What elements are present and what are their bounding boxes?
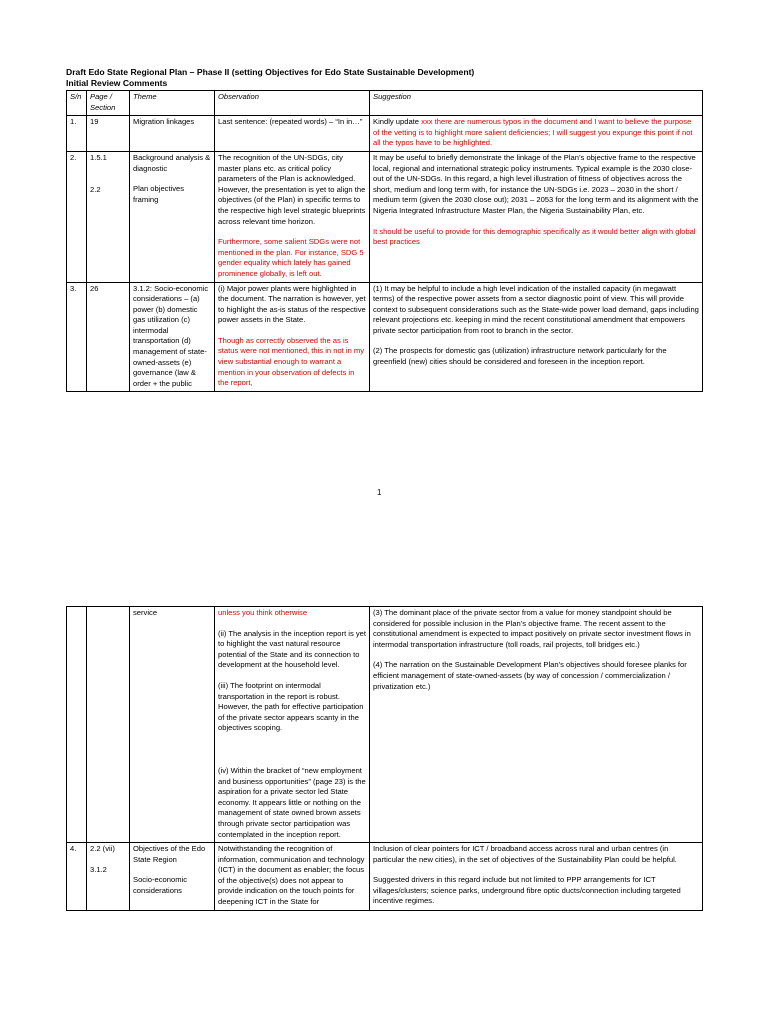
- row-suggestion: [370, 151, 703, 282]
- suggestion-text: (3) The dominant place of the private sector from a value for money standpoint should be considered for possible inclusion in the Plan’s objective frame. The recent assent to the constitutional amendment is expected to impact positively on private sector investment flows in intermodal transportation infrastructure (toll roads, rail projects, toll bridges etc.): [373, 608, 691, 649]
- page-ref: 1.5.1: [90, 152, 107, 162]
- row-page: 19: [87, 116, 130, 152]
- observation-text: The recognition of the UN-SDGs, city master plans etc. as critical policy parameters of the Plan is acknowledged.: [218, 152, 356, 184]
- suggestion-text: It may be useful to briefly demonstrate the linkage of the Plan’s objective frame to the respective local, regional and international strategic policy instruments. Typical example is the 2030 close-out of the UN-SDGs. In this regard, a high level illustration of fitness of objectives across the short, medium and long term with, for instance the UN-SDGs i.e. 2023 – 2030 in the short / medium term (given the 2030 close out); 2031 – 2053 for the long term and its alignment with the Nigeria Integrated Infrastructure Master Plan, the Nigeria Sustainability Plan, etc.: [373, 152, 699, 215]
- row-sn: 2.: [67, 151, 87, 282]
- row-observation: [215, 607, 370, 843]
- table-row: [67, 843, 703, 911]
- suggestion-text: (1) It may be helpful to include a high level indication of the installed capacity (in megawatt terms) of the respective power assets from a sector diagnostic point of view. This will provide context to subsequent considerations such as the State-wide power load demand, gaps including relevant projections etc. keeping in mind the recent constitutional amendment that empowers private sector participation from root to branch in the sector.: [373, 283, 699, 335]
- row-page: [87, 843, 130, 911]
- row-theme: Migration linkages: [130, 116, 215, 152]
- row-page: [87, 151, 130, 282]
- review-table-page-1: [66, 90, 703, 392]
- observation-text: (i) Major power plants were highlighted in the document. The narration is however, yet to highlight the as-is status of the respective power assets in the State.: [218, 283, 366, 325]
- row-observation: [215, 116, 370, 152]
- row-suggestion: [370, 843, 703, 911]
- row-sn: [67, 607, 87, 843]
- suggestion-text: (4) The narration on the Sustainable Development Plan’s objectives should foresee planks for efficient management of state-owned-assets (by way of concession / commercialization / privatization etc.): [373, 660, 687, 691]
- page-number: 1: [377, 488, 382, 497]
- row-observation: [215, 282, 370, 392]
- theme-text: Plan objectives framing: [133, 184, 185, 204]
- suggestion-text: Inclusion of clear pointers for ICT / broadband access across rural and urban centres (in particular the new cities), in the set of objectives of the Sustainability Plan could be helpful.: [373, 844, 677, 864]
- observation-text: (iv) Within the bracket of “new employment and business opportunities” (page 23) is the aspiration for a private sector led State economy. It appears little or nothing on the management of state owned brown assets through private sector participation was contemplated in the inception report.: [218, 765, 366, 839]
- row-suggestion: [370, 607, 703, 843]
- document-header: [66, 67, 474, 89]
- row-suggestion: [370, 116, 703, 152]
- row-observation: [215, 151, 370, 282]
- suggestion-text: Suggested drivers in this regard include but not limited to PPP arrangements for ICT villages/clusters; science parks, underground fibre optic ducts/connection including targeted incentive regimes.: [373, 875, 681, 906]
- header-suggestion: Suggestion: [370, 91, 703, 116]
- row-theme: [130, 843, 215, 911]
- suggestion-reviewer-note: xxx there are numerous typos in the document and I want to believe the purpose of the vetting is to highlight more salient deficiencies; I will suggest you expunge this point if not all the typos have to be highlighted.: [373, 117, 693, 148]
- table-header-row: [67, 91, 703, 116]
- observation-reviewer-note: Though as correctly observed the as is status were not mentioned, this in not in my view substantial enough to warrant a mention in your observation of defects in the report,: [218, 335, 365, 388]
- table-row: [67, 282, 703, 392]
- suggestion-text: (2) The prospects for domestic gas (utilization) infrastructure network particularly for the greenfield (new) cities should be considered and foreseen in the inception report.: [373, 346, 667, 367]
- header-sn: S/n: [67, 91, 87, 116]
- table-row: [67, 151, 703, 282]
- row-suggestion: [370, 282, 703, 392]
- row-sn: 3.: [67, 282, 87, 392]
- page-ref: 2.2 (vii): [90, 844, 115, 854]
- page-ref: 2.2: [90, 184, 101, 194]
- theme-text: Objectives of the Edo State Region: [133, 844, 206, 864]
- observation-text: However, the presentation is yet to align the objectives (of the Plan) in specific terms to the respective high level strategic blueprints across relevant time horizon.: [218, 184, 366, 226]
- header-page-section: Page / Section: [87, 91, 130, 116]
- row-observation: [215, 843, 370, 911]
- row-sn: 1.: [67, 116, 87, 152]
- review-table-page-2: [66, 606, 703, 911]
- header-observation: Observation: [215, 91, 370, 116]
- row-theme: 3.1.2: Socio-economic considerations – (a) power (b) domestic gas utilization (c) intermodal transportation (d) management of state-owned-assets (e) governance (law & order + the public: [130, 282, 215, 392]
- observation-text: (iii) The footprint on intermodal transportation in the report is robust. However, the path for effective participation of the private sector appears scanty in the objectives scoping.: [218, 680, 364, 733]
- row-theme: [130, 151, 215, 282]
- theme-text: Socio-economic considerations: [133, 875, 188, 895]
- observation-reviewer-note: Furthermore, some salient SDGs were not mentioned in the plan. For instance, SDG 5 gender equality which lately has gained prominence globally, is left out.: [218, 237, 364, 278]
- observation-reviewer-note: unless you think otherwise: [218, 608, 308, 617]
- observation-text: Last sentence: (repeated words) – “In in…”: [218, 117, 363, 127]
- header-theme: Theme: [130, 91, 215, 116]
- document-subtitle: Initial Review Comments: [66, 78, 168, 88]
- row-theme: service: [130, 607, 215, 843]
- observation-text: (ii) The analysis in the inception report is yet to highlight the vast natural resource potential of the State and its connection to development at the household level.: [218, 628, 367, 670]
- table-row: [67, 116, 703, 152]
- suggestion-text: Kindly update: [373, 117, 422, 127]
- table-row-continued: [67, 607, 703, 843]
- theme-text: Background analysis & diagnostic: [133, 152, 211, 173]
- row-sn: 4.: [67, 843, 87, 911]
- suggestion-reviewer-note: It should be useful to provide for this demographic specifically as it would better align with global best practices: [373, 226, 696, 247]
- page-ref: 3.1.2: [90, 864, 107, 874]
- row-page: [87, 607, 130, 843]
- observation-text: Notwithstanding the recognition of information, communication and technology (ICT) in the document as enabler; the focus of the objective(s) does not appear to provide indication on the touch points for deepening ICT in the State for: [218, 844, 365, 907]
- row-page: 26: [87, 282, 130, 392]
- document-title: Draft Edo State Regional Plan – Phase II (setting Objectives for Edo State Sustainable Development): [66, 67, 475, 77]
